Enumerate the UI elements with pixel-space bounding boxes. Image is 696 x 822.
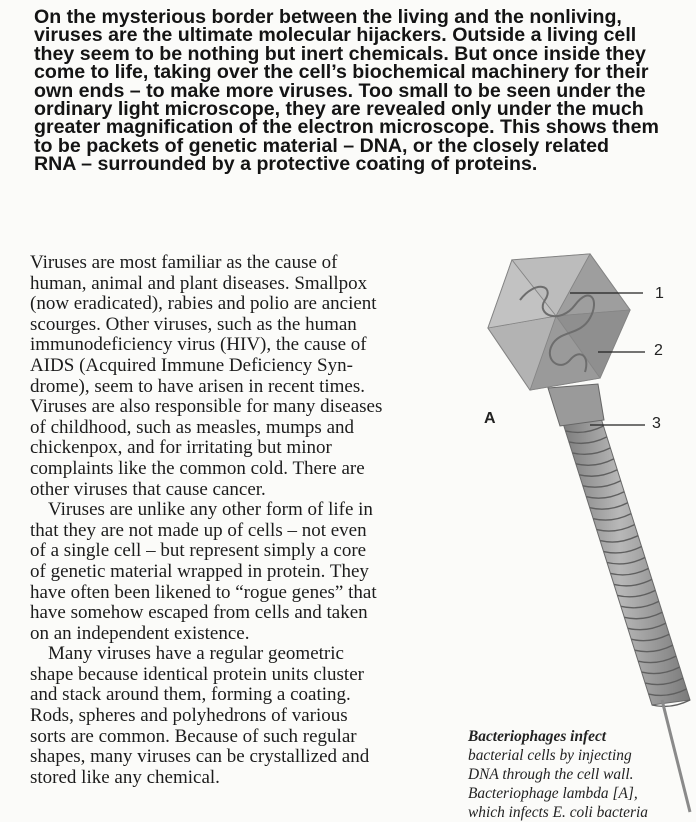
callout-number-3: 3 bbox=[652, 415, 661, 432]
body-line: Viruses are unlike any other form of life in bbox=[48, 499, 373, 521]
body-line: of a single cell – but represent simply a core bbox=[30, 540, 367, 562]
body-line: of genetic material wrapped in protein. They bbox=[30, 560, 369, 582]
intro-line: RNA – surrounded by a protective coating of proteins. bbox=[34, 153, 538, 176]
intro-line: viruses are the ultimate molecular hijackers. Outside a living cell bbox=[34, 24, 637, 47]
caption-line: DNA through the cell wall. bbox=[468, 766, 634, 783]
caption-heading: Bacteriophages infect bbox=[468, 728, 607, 745]
callout-number-2: 2 bbox=[654, 342, 663, 359]
phage-head bbox=[488, 254, 630, 390]
intro-line: greater magnification of the electron microscope. This shows them bbox=[34, 116, 659, 139]
intro-line: to be packets of genetic material – DNA, or the closely related bbox=[34, 134, 609, 157]
body-line: (now eradicated), rabies and polio are ancient bbox=[30, 293, 377, 315]
intro-line: they seem to be nothing but inert chemicals. But once inside they bbox=[34, 42, 646, 65]
callout-number-1: 1 bbox=[655, 285, 664, 302]
body-line: Rods, spheres and polyhedrons of various bbox=[30, 705, 348, 727]
body-line: sorts are common. Because of such regular bbox=[30, 725, 357, 747]
body-line: Viruses are most familiar as the cause of bbox=[30, 252, 338, 273]
body-line: shape because identical protein units cluster bbox=[30, 663, 364, 685]
intro-line: come to life, taking over the cell’s biochemical machinery for their bbox=[34, 61, 649, 84]
body-line: scourges. Other viruses, such as the human bbox=[30, 313, 357, 335]
body-line: complaints like the common cold. There are bbox=[30, 457, 365, 479]
body-line: stored like any chemical. bbox=[30, 766, 220, 788]
body-line: on an independent existence. bbox=[30, 622, 250, 644]
body-line: have somehow escaped from cells and taken bbox=[30, 602, 368, 624]
figure-caption bbox=[468, 727, 694, 822]
caption-line: which infects E. coli bacteria bbox=[468, 804, 648, 821]
caption-line: bacterial cells by injecting bbox=[468, 747, 632, 764]
intro-line: ordinary light microscope, they are revealed only under the much bbox=[34, 98, 644, 121]
body-line: drome), seem to have arisen in recent times. bbox=[30, 375, 366, 397]
body-line: AIDS (Acquired Immune Deficiency Syn- bbox=[30, 354, 353, 376]
intro-line: own ends – to make more viruses. Too small to be seen under the bbox=[34, 79, 646, 102]
body-line: that they are not made up of cells – not even bbox=[30, 519, 367, 541]
body-line: human, animal and plant diseases. Smallpox bbox=[30, 272, 368, 294]
body-line: and stack around them, forming a coating. bbox=[30, 684, 351, 706]
figure-label-a: A bbox=[484, 410, 496, 427]
caption-line: Bacteriophage lambda [A], bbox=[468, 785, 638, 802]
body-line: chickenpox, and for irritating but minor bbox=[30, 437, 332, 459]
body-line: of childhood, such as measles, mumps and bbox=[30, 416, 355, 438]
phage-neck bbox=[548, 384, 604, 426]
body-line: Viruses are also responsible for many diseases bbox=[30, 396, 383, 418]
body-line: other viruses that cause cancer. bbox=[30, 478, 266, 500]
body-line: immunodeficiency virus (HIV), the cause of bbox=[30, 334, 367, 356]
body-line: have often been likened to “rogue genes” that bbox=[30, 581, 377, 603]
intro-line: On the mysterious border between the living and the nonliving, bbox=[34, 6, 622, 28]
body-line: Many viruses have a regular geometric bbox=[48, 643, 344, 665]
body-line: shapes, many viruses can be crystallized and bbox=[30, 746, 370, 768]
